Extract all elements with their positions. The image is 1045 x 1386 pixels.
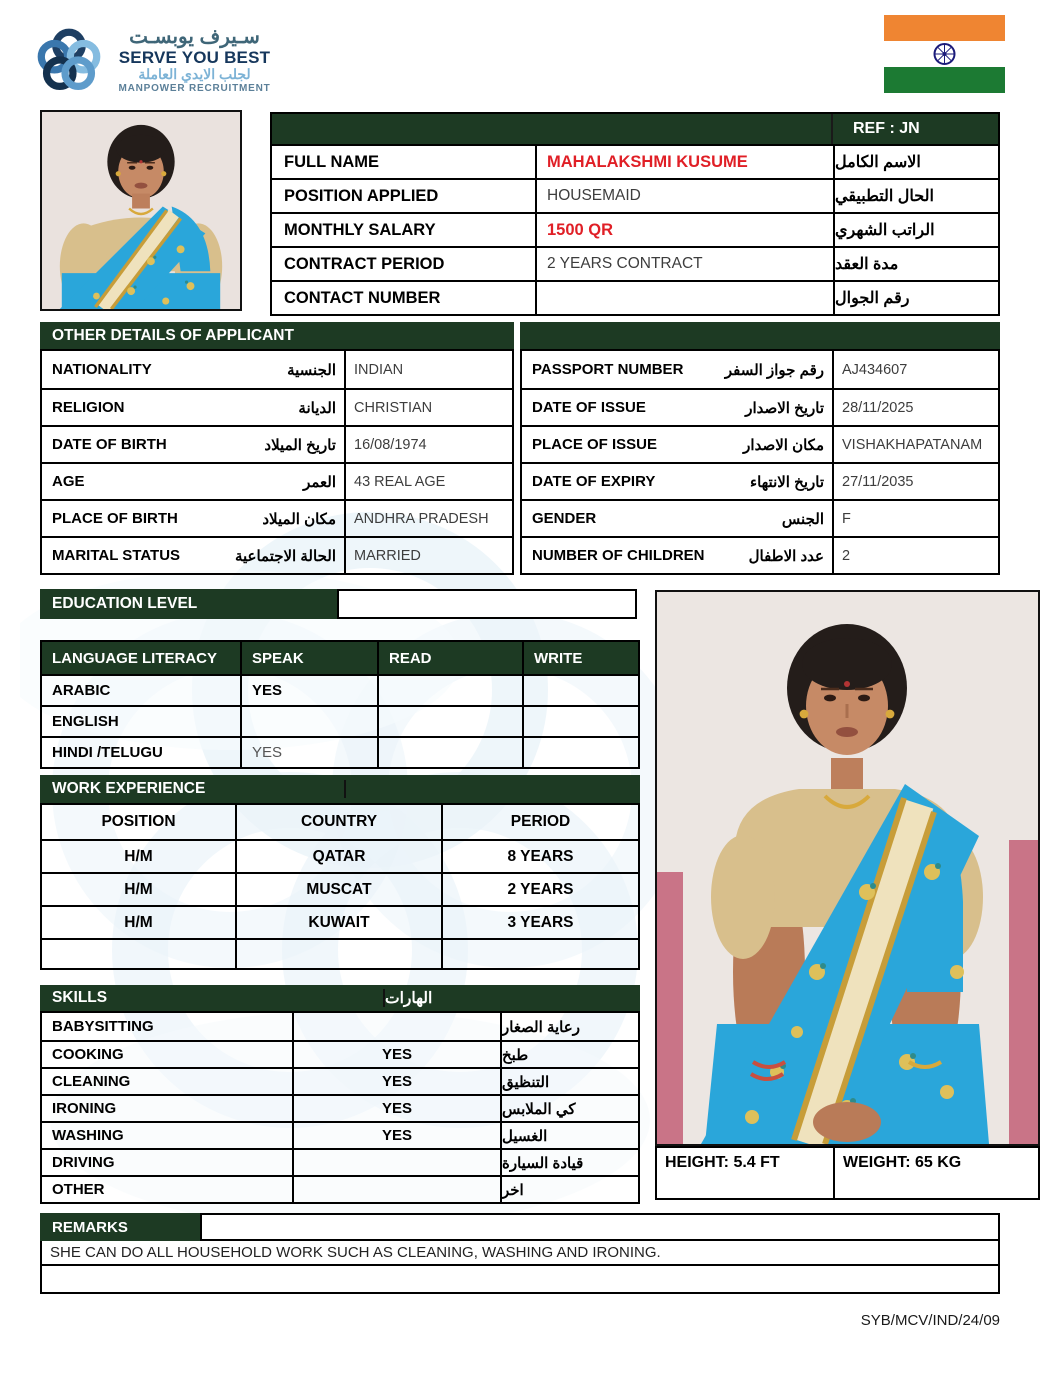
other-details-section: [40, 349, 1000, 575]
brand-tagline-arabic: لجلب الايدي العاملة: [138, 66, 251, 83]
skill-value: [292, 1177, 500, 1202]
field-value: 2 YEARS CONTRACT: [535, 248, 833, 280]
field-label: CONTRACT PERIOD: [284, 254, 445, 273]
write-value: [522, 738, 638, 767]
applicant-summary-table: [270, 112, 1000, 316]
summary-header-spacer: [272, 114, 833, 144]
section-title-education-level: EDUCATION LEVEL: [40, 589, 337, 619]
field-label-arabic: تاريخ الاصدار: [745, 399, 824, 417]
country-value: KUWAIT: [235, 907, 441, 938]
company-logo-icon: [36, 20, 102, 100]
table-row-driving: [42, 1148, 638, 1175]
table-row-date-of-birth: [42, 425, 512, 462]
position-value: H/M: [124, 847, 153, 865]
table-row-monthly-salary: [272, 212, 998, 246]
weight-value: WEIGHT: 65 KG: [833, 1148, 1038, 1198]
section-title-remarks: REMARKS: [40, 1213, 200, 1241]
language-table-header: [42, 642, 638, 674]
language-name: HINDI /TELUGU: [52, 744, 163, 761]
skill-value: [292, 1013, 500, 1040]
speak-value: YES: [240, 676, 377, 705]
skill-value: YES: [292, 1042, 500, 1067]
field-value: [535, 282, 833, 314]
period-value: 3 YEARS: [441, 907, 638, 938]
remarks-empty-row: [40, 1264, 1000, 1294]
speak-value: [240, 707, 377, 736]
field-label: GENDER: [532, 510, 597, 527]
field-value: INDIAN: [344, 351, 512, 388]
position-value: [42, 940, 235, 968]
country-value: [235, 940, 441, 968]
period-value: 8 YEARS: [441, 841, 638, 872]
skill-value: YES: [292, 1069, 500, 1094]
period-value: [441, 940, 638, 968]
skill-label: OTHER: [52, 1181, 105, 1198]
table-row-contract-period: [272, 246, 998, 280]
other-details-left-table: [40, 349, 514, 575]
column-header: READ: [377, 642, 522, 674]
work-experience-titlebar: [40, 775, 640, 803]
column-header: PERIOD: [441, 805, 638, 839]
table-row-babysitting: [42, 1013, 638, 1040]
education-level-value: [337, 589, 637, 619]
field-value: 28/11/2025: [832, 390, 998, 425]
skill-value: [292, 1150, 500, 1175]
skill-label: COOKING: [52, 1046, 124, 1063]
field-label-arabic: مدة العقد: [833, 248, 998, 280]
table-row-cooking: [42, 1040, 638, 1067]
field-label-arabic: الجنسية: [287, 361, 336, 379]
table-row-number-of-children: [522, 536, 998, 573]
remarks-titlerow: [40, 1213, 1000, 1241]
skill-label-arabic: رعاية الصغار: [500, 1013, 638, 1040]
field-label: NUMBER OF CHILDREN: [532, 547, 705, 564]
field-value: CHRISTIAN: [344, 390, 512, 425]
table-row-ironing: [42, 1094, 638, 1121]
field-label: CONTACT NUMBER: [284, 288, 441, 307]
column-header: COUNTRY: [235, 805, 441, 839]
table-row-age: [42, 462, 512, 499]
skill-label-arabic: كي الملابس: [500, 1096, 638, 1121]
field-label-arabic: مكان الميلاد: [262, 510, 336, 528]
field-value: F: [832, 501, 998, 536]
work-experience-table: [40, 803, 640, 970]
skill-label-arabic: الغسيل: [500, 1123, 638, 1148]
field-label-arabic: تاريخ الميلاد: [264, 436, 336, 454]
table-row-arabic: [42, 674, 638, 705]
field-value: ANDHRA PRADESH: [344, 501, 512, 536]
field-label-arabic: الديانة: [298, 399, 336, 417]
ref-label: REF : JN: [853, 120, 920, 137]
skill-label-arabic: قيادة السيارة: [500, 1150, 638, 1175]
table-row-date-of-issue: [522, 388, 998, 425]
brand-text-block: [112, 26, 277, 94]
period-value: 2 YEARS: [441, 874, 638, 905]
field-value: 27/11/2035: [832, 464, 998, 499]
field-label-arabic: العمر: [303, 473, 336, 491]
write-value: [522, 707, 638, 736]
brand-tagline: MANPOWER RECRUITMENT: [118, 82, 271, 94]
read-value: [377, 738, 522, 767]
field-label: RELIGION: [52, 399, 125, 416]
table-row-passport-number: [522, 351, 998, 388]
field-label-arabic: الحال التطبيقي: [833, 180, 998, 212]
table-row-experience-qatar: [42, 839, 638, 872]
applicant-photo-large: [655, 590, 1040, 1146]
skill-label: CLEANING: [52, 1073, 131, 1090]
india-flag-icon: [884, 15, 1005, 93]
field-value: 43 REAL AGE: [344, 464, 512, 499]
table-row-full-name: [272, 144, 998, 178]
remarks-title-spacer: [200, 1213, 1000, 1241]
field-label: DATE OF EXPIRY: [532, 473, 656, 490]
table-row-other-skill: [42, 1175, 638, 1202]
language-name: ENGLISH: [52, 713, 119, 730]
applicant-photo-small: [40, 110, 242, 311]
table-row-gender: [522, 499, 998, 536]
speak-value: YES: [240, 738, 377, 767]
field-label: MARITAL STATUS: [52, 547, 181, 564]
other-details-right-table: [520, 349, 1000, 575]
field-label: NATIONALITY: [52, 361, 152, 378]
field-value: 1500 QR: [535, 214, 833, 246]
country-value: MUSCAT: [235, 874, 441, 905]
skills-table: [40, 1011, 640, 1204]
language-literacy-table: [40, 640, 640, 769]
table-row-experience-kuwait: [42, 905, 638, 938]
position-value: H/M: [124, 913, 153, 931]
remarks-section: [40, 1213, 1000, 1294]
section-title-skills: SKILLS: [40, 989, 385, 1007]
field-label: PLACE OF ISSUE: [532, 436, 658, 453]
skills-titlebar: [40, 985, 640, 1011]
field-label: AGE: [52, 473, 85, 490]
remarks-text: SHE CAN DO ALL HOUSEHOLD WORK SUCH AS CLEANING, WASHING AND IRONING.: [40, 1239, 1000, 1266]
field-value: MAHALAKSHMI KUSUME: [535, 146, 833, 178]
field-label: FULL NAME: [284, 152, 380, 171]
position-value: H/M: [124, 880, 153, 898]
field-value: VISHAKHAPATANAM: [832, 427, 998, 462]
skill-value: YES: [292, 1123, 500, 1148]
skill-label-arabic: التنظيق: [500, 1069, 638, 1094]
table-row-hindi-telugu: [42, 736, 638, 767]
table-row-marital-status: [42, 536, 512, 573]
table-row-contact-number: [272, 280, 998, 314]
physical-stats-table: [655, 1146, 1040, 1200]
field-label-arabic: الجنس: [781, 510, 824, 528]
column-header: POSITION: [101, 813, 176, 830]
field-label: DATE OF BIRTH: [52, 436, 167, 453]
table-row-position-applied: [272, 178, 998, 212]
column-header: WRITE: [522, 642, 638, 674]
skill-label: IRONING: [52, 1100, 117, 1117]
field-label: DATE OF ISSUE: [532, 399, 646, 416]
height-value: HEIGHT: 5.4 FT: [665, 1154, 780, 1171]
column-header: LANGUAGE LITERACY: [52, 649, 217, 667]
field-label-arabic: مكان الاصدار: [743, 436, 824, 454]
brand-header: [36, 12, 286, 108]
field-label-arabic: رقم الجوال: [833, 282, 998, 314]
skill-label-arabic: اخر: [500, 1177, 638, 1202]
document-reference-code: SYB/MCV/IND/24/09: [860, 1312, 1000, 1329]
field-label: MONTHLY SALARY: [284, 220, 436, 239]
table-row-nationality: [42, 351, 512, 388]
table-row-place-of-birth: [42, 499, 512, 536]
column-header: SPEAK: [240, 642, 377, 674]
skill-value: YES: [292, 1096, 500, 1121]
field-label: PLACE OF BIRTH: [52, 510, 178, 527]
summary-header-bar: [272, 114, 998, 144]
language-name: ARABIC: [52, 682, 111, 699]
field-label-arabic: رقم جواز السفر: [724, 361, 824, 379]
field-label: POSITION APPLIED: [284, 186, 439, 205]
read-value: [377, 707, 522, 736]
section-title-skills-arabic: الهارات: [385, 989, 433, 1007]
field-value: HOUSEMAID: [535, 180, 833, 212]
work-table-header: [42, 805, 638, 839]
table-row-place-of-issue: [522, 425, 998, 462]
table-row-religion: [42, 388, 512, 425]
other-details-titlebar-right: [520, 322, 1000, 349]
field-value: AJ434607: [832, 351, 998, 388]
field-value: 16/08/1974: [344, 427, 512, 462]
country-value: QATAR: [235, 841, 441, 872]
field-label: PASSPORT NUMBER: [532, 361, 684, 378]
field-label-arabic: الحالة الاجتماعية: [234, 547, 336, 565]
field-label-arabic: تاريخ الانتهاء: [750, 473, 824, 491]
brand-name: SERVE YOU BEST: [118, 48, 271, 68]
skill-label: BABYSITTING: [52, 1018, 154, 1035]
table-row-experience-muscat: [42, 872, 638, 905]
table-row-washing: [42, 1121, 638, 1148]
field-label-arabic: الراتب الشهري: [833, 214, 998, 246]
read-value: [377, 676, 522, 705]
other-details-titlebar: [40, 322, 1000, 349]
table-row-date-of-expiry: [522, 462, 998, 499]
skill-label: DRIVING: [52, 1154, 115, 1171]
section-title-work-experience: WORK EXPERIENCE: [40, 780, 346, 798]
field-value: 2: [832, 538, 998, 573]
field-label-arabic: الاسم الكامل: [833, 146, 998, 178]
field-label-arabic: عدد الاطفال: [748, 547, 824, 565]
table-row-experience-empty: [42, 938, 638, 968]
field-value: MARRIED: [344, 538, 512, 573]
write-value: [522, 676, 638, 705]
table-row-english: [42, 705, 638, 736]
brand-name-arabic: سـيرف يوبسـت: [129, 25, 260, 48]
table-row-cleaning: [42, 1067, 638, 1094]
section-title-other-details: OTHER DETAILS OF APPLICANT: [40, 322, 514, 349]
skill-label: WASHING: [52, 1127, 124, 1144]
skill-label-arabic: طبخ: [500, 1042, 638, 1067]
